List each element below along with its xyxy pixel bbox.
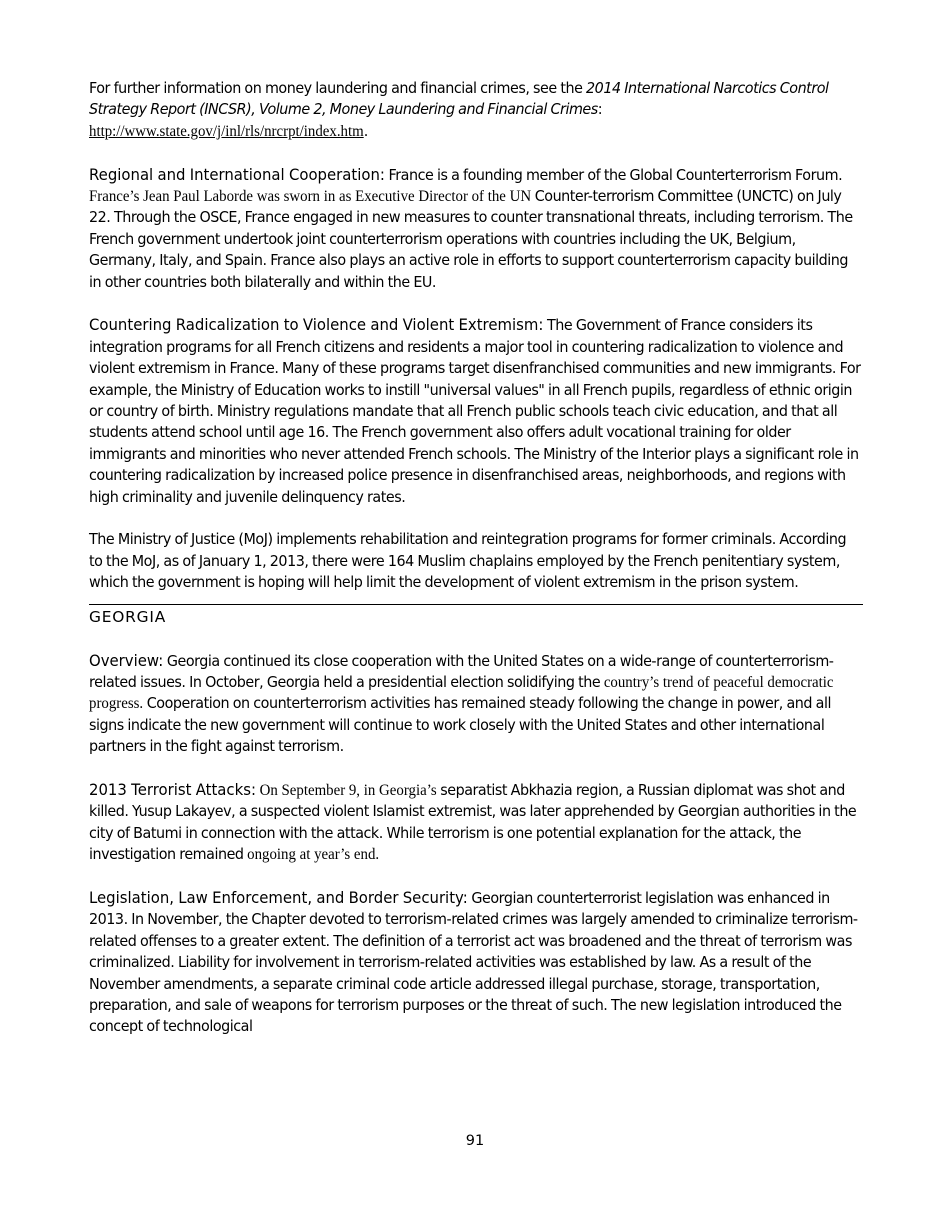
france-justice-paragraph: The Ministry of Justice (MoJ) implements rehabilitation and reintegration programs for former criminals. According to the MoJ, as of January 1, 2013, there were 164 Muslim chaplains employed by the French penitentiary system, which the government is hoping will help limit the development of violent extremism in the prison system. xyxy=(89,530,847,592)
intro-colon: : xyxy=(597,100,603,119)
france-countering-paragraph xyxy=(89,314,863,508)
france-regional-paragraph xyxy=(89,164,863,293)
georgia-overview-text-c: Cooperation on counterterrorism activities has remained steady following the change in power, and all signs indicate the new government will continue to work closely with the United States and other international partners in the fight against terrorism. xyxy=(89,694,831,756)
intro-lead: For further information on money laundering and financial crimes, see the xyxy=(89,79,587,97)
georgia-attacks-text-b: On September 9, in Georgia’s xyxy=(259,781,437,799)
georgia-legislation-heading: Legislation, Law Enforcement, and Border Security: xyxy=(89,887,468,907)
georgia-legislation-text: Georgian counterterrorist legislation was enhanced in 2013. In November, the Chapter devoted to terrorism-related crimes was largely amended to criminalize terrorism-related offenses to a greater extent. The definition of a terrorist act was broadened and the threat of terrorism was criminalized. Liability for involvement in terrorism-related activities was established by law. As a result of the November amendments, a separate criminal code article addressed illegal purchase, storage, transportation, preparation, and sale of weapons for terrorism purposes or the threat of such. The new legislation introduced the concept of technological xyxy=(89,888,858,1036)
intro-paragraph xyxy=(89,78,863,142)
georgia-overview-text-a: Georgia continued its close cooperation with the United States on a wide-range of counterterrorism-related issues. In October, Georgia held a presidential election solidifying the xyxy=(89,651,834,691)
france-regional-text-a: France is a founding member of the Global Counterterrorism Forum. xyxy=(384,165,843,184)
georgia-legislation-paragraph xyxy=(89,887,863,1038)
france-regional-text-b: France’s Jean Paul Laborde was sworn in as Executive Director of the UN xyxy=(89,188,532,206)
georgia-overview-heading: Overview: xyxy=(89,650,164,670)
france-countering-text: The Government of France considers its integration programs for all French citizens and residents a major tool in countering radicalization to violence and violent extremism in France. Many of these programs target disenfranchised communities and new immigrants. For example, the Ministry of Education works to instill "universal values" in all French pupils, regardless of ethnic origin or country of birth. Ministry regulations mandate that all French public schools teach civic education, and that all students attend school until age 16. The French government also offers adult vocational training for older immigrants and minorities who never attended French schools. The Ministry of the Interior plays a significant role in countering radicalization by increased police presence in disenfranchised areas, neighborhoods, and regions with high criminality and juvenile delinquency rates. xyxy=(89,316,861,506)
report-title: 2014 International Narcotics Control Strategy Report (INCSR), Volume 2, Money Laundering and Financial Crimes xyxy=(89,79,829,119)
document-page xyxy=(89,78,863,1038)
georgia-overview-paragraph xyxy=(89,650,863,758)
section-divider xyxy=(89,604,863,605)
georgia-attacks-text-d: ongoing at year’s end. xyxy=(247,846,380,864)
georgia-section-title: GEORGIA xyxy=(89,607,167,626)
france-countering-heading: Countering Radicalization to Violence and Violent Extremism: xyxy=(89,315,544,335)
georgia-attacks-text-c: separatist Abkhazia region, a Russian diplomat was shot and killed. Yusup Lakayev, a suspected violent Islamist extremist, was later apprehended by Georgian authorities in the city of Batumi in connection with the attack. While terrorism is one potential explanation for the attack, the investigation remained xyxy=(89,780,857,864)
georgia-attacks-heading: 2013 Terrorist Attacks: xyxy=(89,779,256,799)
page-number: 91 xyxy=(465,1133,485,1149)
france-regional-heading: Regional and International Cooperation: xyxy=(89,164,385,184)
report-link[interactable]: http://www.state.gov/j/inl/rls/nrcrpt/index.htm xyxy=(89,122,364,140)
georgia-overview-text-b: country’s trend of peaceful democratic progress. xyxy=(89,673,834,713)
georgia-attacks-paragraph xyxy=(89,779,863,866)
france-regional-text-c: Counter-terrorism Committee (UNCTC) on July 22. Through the OSCE, France engaged in new measures to counter transnational threats, including terrorism. The French government undertook joint counterterrorism operations with countries including the UK, Belgium, Germany, Italy, and Spain. France also plays an active role in efforts to support counterterrorism capacity building in other countries both bilaterally and within the EU. xyxy=(89,187,853,291)
intro-period: . xyxy=(363,121,368,140)
